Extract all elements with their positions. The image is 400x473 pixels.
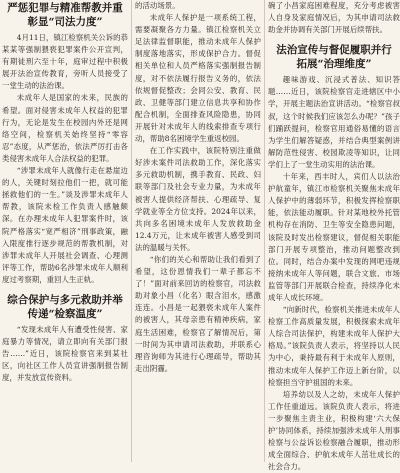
column-divider — [131, 0, 132, 462]
article-paragraph: 未成年人是国家的未来，民族的希望。面对侵害未成年人权益的犯罪行为，无论是发生在校园内外还是网络空间，检察机关始终坚持“零容忍”态度，从严惩治，依法严厉打击各类侵害未成年人合法权益的犯罪。 — [2, 93, 128, 163]
section-heading-legal-publicity — [268, 43, 400, 71]
section-heading-severe-punishment — [2, 1, 128, 29]
article-paragraph: “涉罪未成年人就像行走在悬崖边的人，关键时刻拉他们一把，就可能拯救他们的一生。”谈及涉罪未成年人帮教，该院未检工作负责人感触颇深。在办理未成年人犯罪案件时，该院严格落实“宽严相济”刑事政策，融入限度推行逐步规范的帮教机制，对涉罪未成年人开展社会调查、心理测评等工作，帮助6名涉罪未成年人顺利度过考察期，重回人生正轨。 — [2, 166, 128, 284]
article-paragraph: “你们的关心和帮助让我们看到了希望，这份恩情我们一辈子都忘不了！”面对前来回访的检察官，司法救助对象小昌（化名）眼含泪水，感激连连。小昌是一起猥亵未成年人案件的被害人，其母亲患有精神疾病，家庭生活困难，检察官了解情况后，第一时间为其申请司法救助，并联系心理咨询师为其进行心理疏导，帮助其走出阴霾。 — [135, 254, 261, 373]
heading-line: 严惩犯罪与精准帮教并重 — [7, 2, 123, 14]
article-paragraph: “发现未成年人有遭受性侵害、家庭暴力等情况，请立即向有关部门报告……”近日，该院检察官来到某社区，向社区工作人员宣讲强制报告制度，并发放宣传资料。 — [2, 324, 128, 383]
heading-line: 传递“检察温度” — [27, 307, 103, 320]
article-paragraph: 培养幼以及人之幼，未成年人保护工作任重道远。该院负责人表示，将进一步聚焦主责主业，积极构建‘六大保护’协同体系，持续加强涉未成年人刑事检察与公益诉讼检察融合履职，推动形成全面综合、护航未成年人茁壮成长的社会合力。 — [268, 389, 400, 472]
heading-line: 法治宣传与督促履职并行 — [276, 44, 392, 57]
article-paragraph: 4月11日，镇江检察机关公诉的恭某某等强制猥亵犯罪案件公开宣判，有期徒刑六至十年，庭审过程中积极展开法治宣传教育，旁听人员接受了一堂生动的法治课。 — [2, 33, 128, 91]
heading-line: 彰显“司法力度” — [27, 16, 103, 28]
article-paragraph: 趣味游戏、沉浸式普法、知识答题……近日，该院检察官走进辖区中小学，开展主题法治宣讲活动。“检察官叔叔，这个时候我们应该怎么办呢？”孩子们踊跃提问，检察官用通俗易懂的语言为学生们解答疑惑，并结合典型案例讲解防范性侵害、校园欺凌等知识，让同学们上了一堂生动实用的法治课。 — [268, 75, 400, 169]
column-middle — [135, 0, 261, 462]
article-paragraph: 在工作实践中，该院特别注重做好涉未案件司法救助工作，深化落实多元救助机制，携手教育、民政、妇联等部门及社会专业力量，为未成年被害人提供经济帮扶、心理疏导、复学就业等全方位支持。2024年以来，共向多名困境未成年人发放救助金12.4万元，让未成年被害人感受到司法的温暖与关怀。 — [135, 146, 261, 252]
column-left — [2, 0, 128, 462]
article-paragraph: “向新时代，检察机关推进未成年人检察工作高质量发展，积极探索未成年人综合司法保护，构建未成年人保护大格局。”该院负责人表示，将坚持以人民为中心，秉持最有利于未成年人原则，推动未成年人保护工作迈上新台阶，以检察担当守护祖国的未来。 — [268, 305, 400, 387]
column-divider — [264, 0, 265, 462]
column-right — [268, 0, 400, 472]
heading-line: 拓展“治理维度” — [296, 58, 372, 71]
article-paragraph: 十年来，西丰时人，宾们人以法治护航童年，镇江市检察机关聚焦未成年人保护中的薄弱环节，积极发挥检察职能，依法能动履职。针对某地校外托管机构存在消防、卫生等安全隐患问题，该院及时发出检察建议，督促相关职能部门开展专项整治，推动问题整改到位。同时，结合办案中发现的网吧违规接纳未成年人等问题，联合文旅、市场监管等部门开展联合检查，持续净化未成年人成长环境。 — [268, 172, 400, 302]
article-paragraph: 未成年人保护是一项系统工程，需要凝聚各方力量。镇江检察机关立足法律监督职能，推动未成年人保护制度落地落实，形成保护合力。督促相关单位和人员严格落实强制报告制度，对不依法履行报告义务的，依法依规督促整改；会同公安、教育、民政、卫健等部门建立信息共享和协作配合机制，全面排查风险隐患，协同开展针对未成年人的线索排查专项行动，帮助8名困境学生重返校园。 — [135, 13, 261, 144]
heading-line: 综合保护与多元救助并举 — [7, 293, 123, 306]
article-paragraph: 的活动场景。 — [135, 1, 180, 10]
section-heading-comprehensive-protection — [2, 293, 128, 321]
article-paragraph: 碗了小昌家庭困难程度，充分考虑被害人自身及家庭情况后，为其申请司法救助金并协调有关部门开展后续帮扶。 — [268, 1, 400, 35]
